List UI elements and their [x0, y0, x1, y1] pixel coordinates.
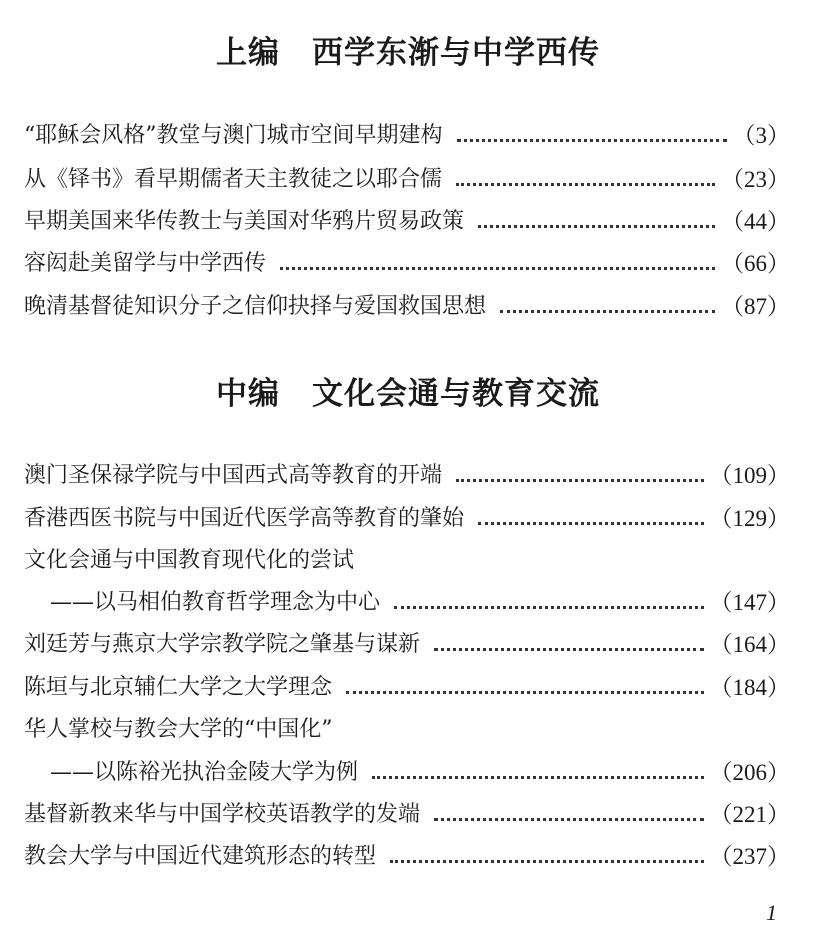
- toc-entry-title: 陈垣与北京辅仁大学之大学理念: [24, 675, 333, 700]
- dot-leader: [434, 646, 703, 651]
- dot-leader: [500, 308, 715, 313]
- toc-entry-title: 华人掌校与教会大学的“中国化”: [24, 717, 333, 742]
- dot-leader: [456, 181, 715, 186]
- toc-entry[interactable]: [24, 840, 790, 874]
- toc-entry[interactable]: [24, 713, 333, 747]
- toc-entry-title: 早期美国来华传教士与美国对华鸦片贸易政策: [24, 209, 465, 234]
- toc-entry-page: （221）: [709, 802, 790, 827]
- dot-leader: [394, 604, 703, 609]
- toc-entry-title: 基督新教来华与中国学校英语教学的发端: [24, 802, 421, 827]
- dot-leader: [434, 816, 703, 821]
- toc-entry-title: 香港西医书院与中国近代医学高等教育的肇始: [24, 506, 465, 531]
- dot-leader: [390, 858, 703, 863]
- toc-entry-subtitle: ——以马相伯教育哲学理念为中心: [50, 590, 381, 615]
- section-heading-upper: 上编 西学东渐与中学西传: [216, 35, 600, 71]
- toc-entry-title: 晚清基督徒知识分子之信仰抉择与爱国救国思想: [24, 294, 487, 319]
- toc-entry-page: （3）: [732, 123, 790, 148]
- toc-entry[interactable]: [24, 671, 790, 705]
- toc-entry[interactable]: [24, 205, 790, 239]
- toc-entry[interactable]: [24, 798, 790, 832]
- toc-entry-page: （237）: [709, 844, 790, 869]
- toc-entry-page: （87）: [721, 294, 790, 319]
- dot-leader: [372, 774, 703, 779]
- toc-entry[interactable]: [24, 119, 790, 153]
- toc-entry-page: （44）: [721, 209, 790, 234]
- toc-entry-title: “耶稣会风格”教堂与澳门城市空间早期建构: [24, 123, 443, 148]
- dot-leader: [280, 265, 715, 270]
- dot-leader: [456, 477, 703, 482]
- toc-entry-page: （164）: [709, 632, 790, 657]
- toc-entry[interactable]: [24, 628, 790, 662]
- toc-entry-page: （184）: [709, 675, 790, 700]
- toc-entry-page: （23）: [721, 167, 790, 192]
- toc-entry-title: 澳门圣保禄学院与中国西式高等教育的开端: [24, 463, 443, 488]
- section-heading-middle: 中编 文化会通与教育交流: [216, 376, 600, 412]
- toc-entry-page: （109）: [709, 463, 790, 488]
- toc-entry-title: 容闳赴美留学与中学西传: [24, 251, 267, 276]
- dot-leader: [457, 137, 727, 142]
- toc-entry[interactable]: [24, 247, 790, 281]
- toc-entry-title: 文化会通与中国教育现代化的尝试: [24, 548, 355, 573]
- toc-entry-page: （206）: [709, 760, 790, 785]
- toc-entry[interactable]: [24, 163, 790, 197]
- dot-leader: [346, 689, 703, 694]
- toc-entry[interactable]: [24, 459, 790, 493]
- dot-leader: [478, 223, 715, 228]
- toc-entry-subtitle-row[interactable]: [24, 756, 790, 790]
- toc-entry-page: （66）: [721, 251, 790, 276]
- toc-entry[interactable]: [24, 544, 354, 578]
- toc-entry-title: 教会大学与中国近代建筑形态的转型: [24, 844, 377, 869]
- toc-entry[interactable]: [24, 502, 790, 536]
- toc-entry-subtitle-row[interactable]: [24, 586, 790, 620]
- toc-entry-title: 从《铎书》看早期儒者天主教徒之以耶合儒: [24, 167, 443, 192]
- toc-entry[interactable]: [24, 290, 790, 324]
- toc-entry-page: （129）: [709, 506, 790, 531]
- toc-entry-title: 刘廷芳与燕京大学宗教学院之肇基与谋新: [24, 632, 421, 657]
- toc-entry-subtitle: ——以陈裕光执治金陵大学为例: [50, 760, 359, 785]
- toc-entry-page: （147）: [709, 590, 790, 615]
- dot-leader: [478, 520, 703, 525]
- page-number: 1: [766, 900, 777, 925]
